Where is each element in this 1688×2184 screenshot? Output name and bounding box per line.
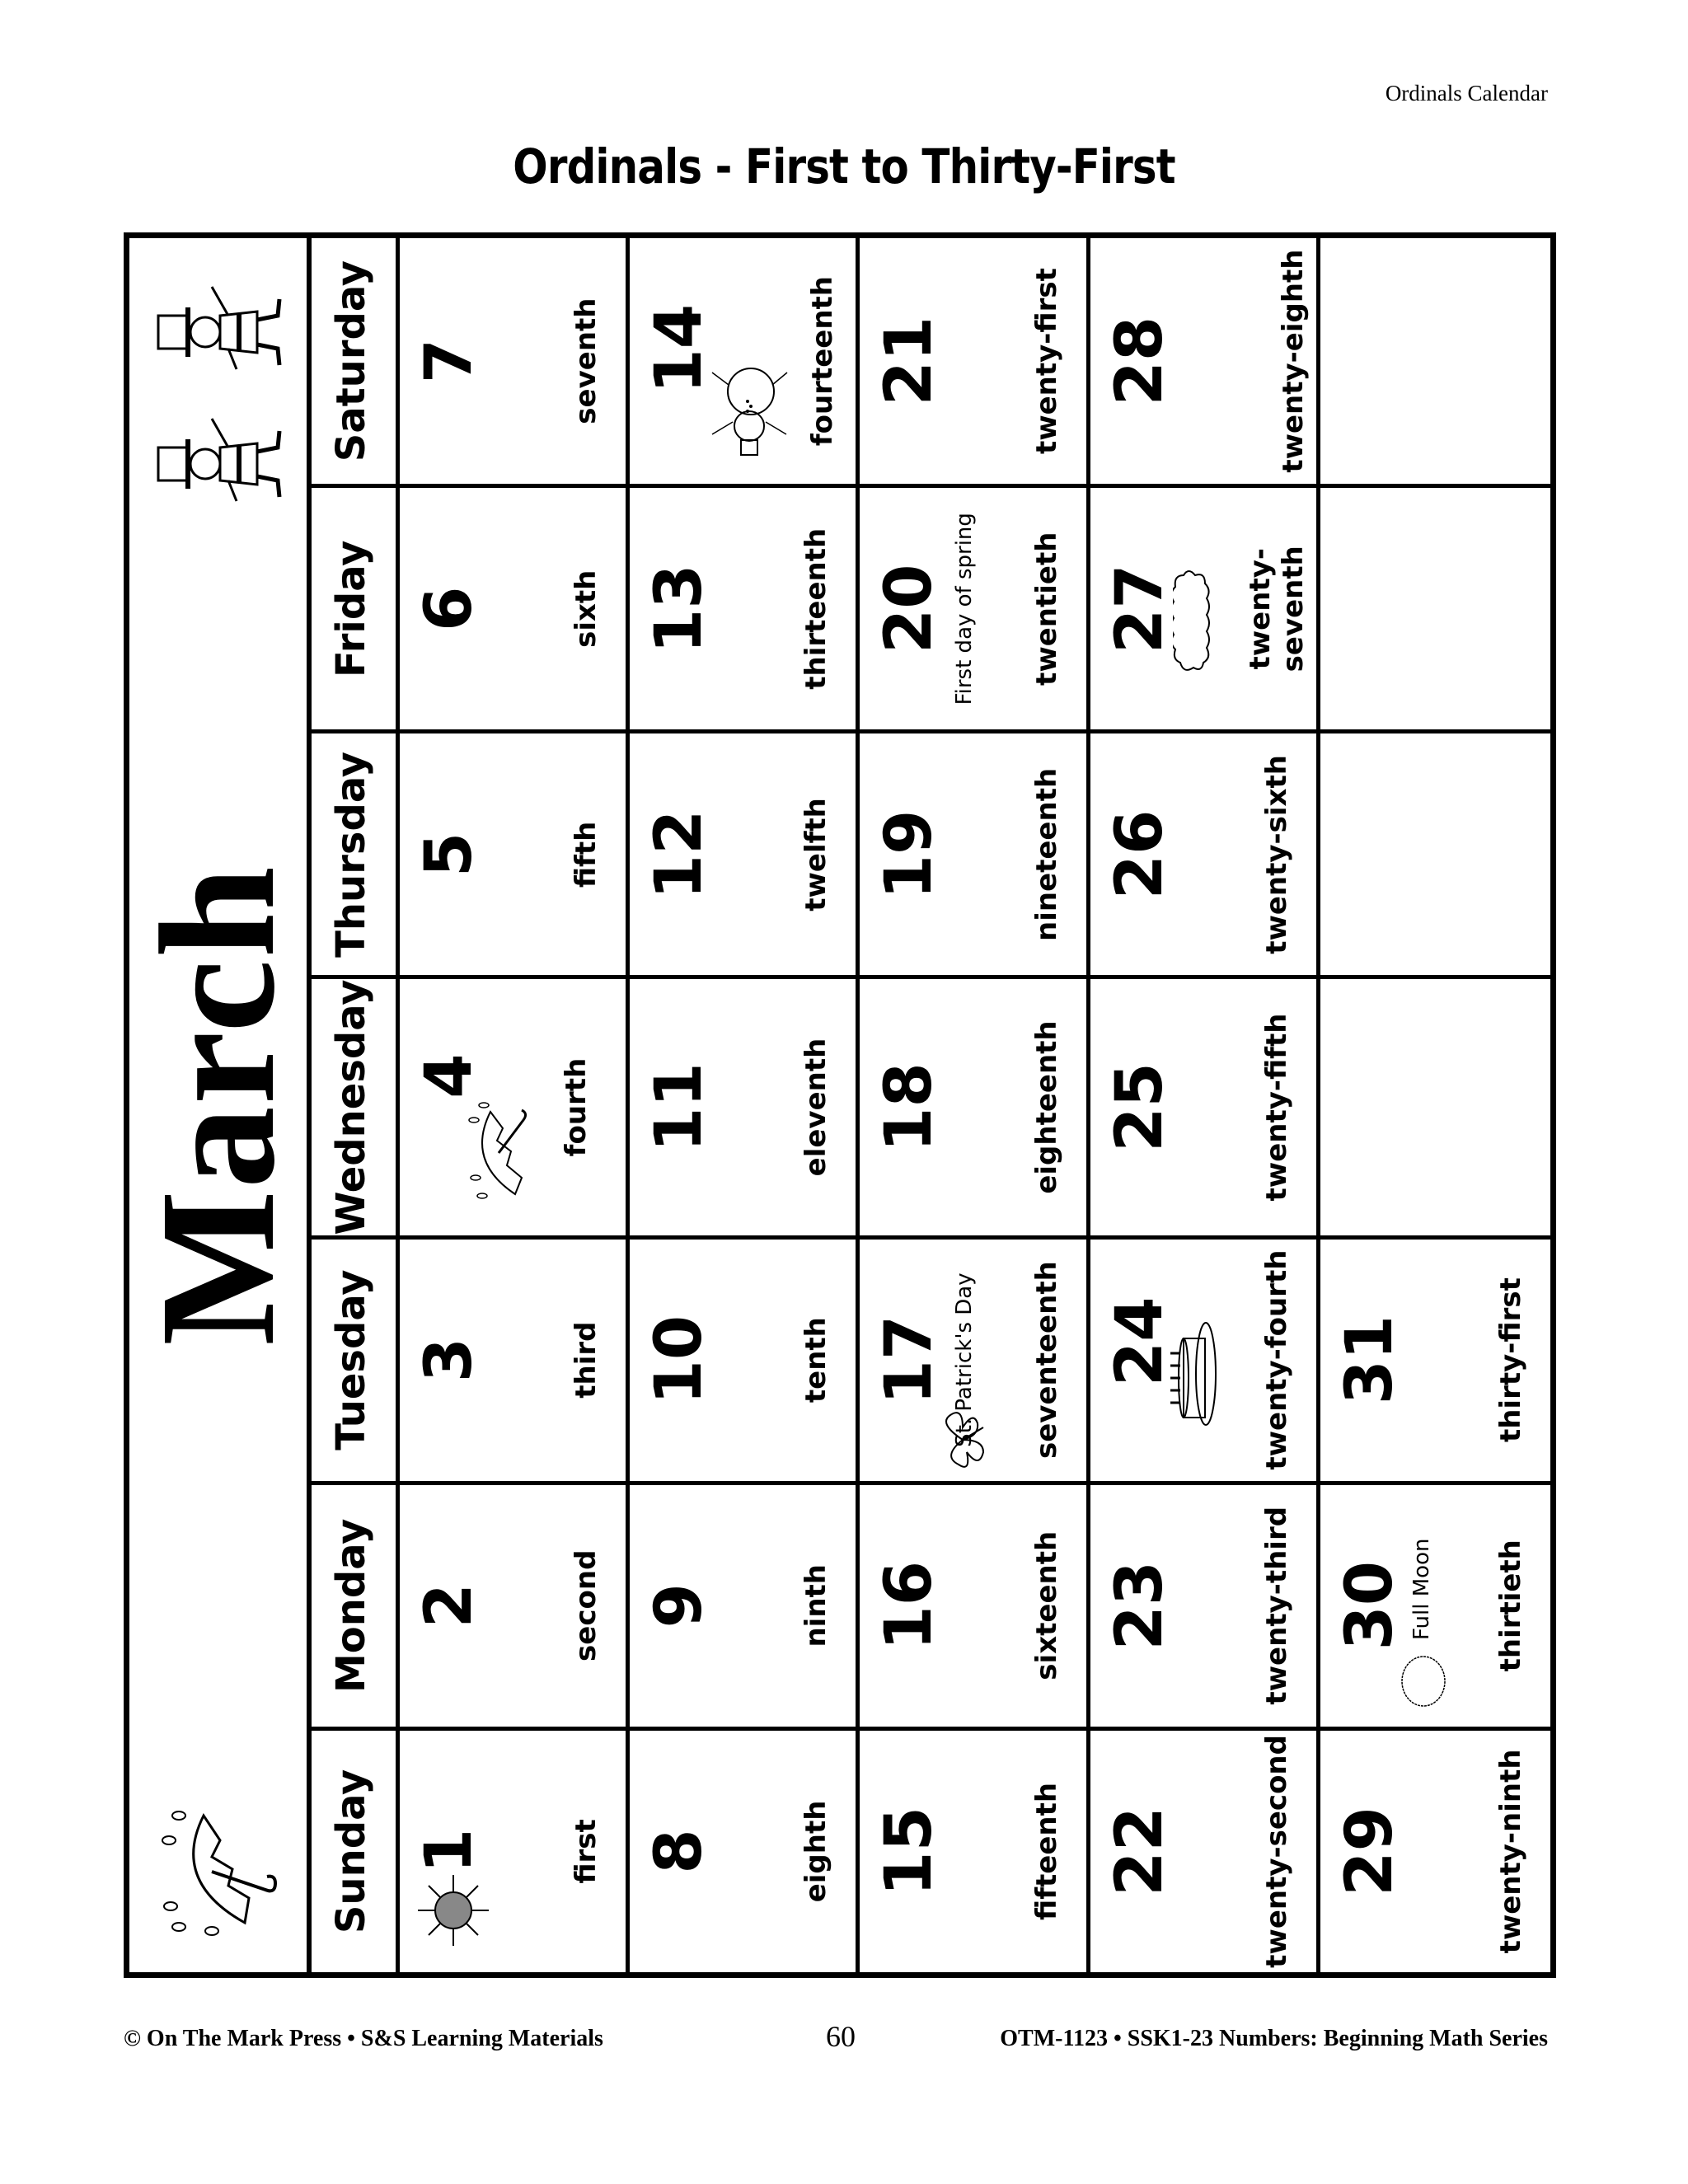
month-band xyxy=(129,238,312,1972)
ordinal-word: fifth xyxy=(570,821,603,888)
day-cell xyxy=(1090,1235,1320,1481)
empty-cell xyxy=(1320,729,1550,975)
day-number: 27 xyxy=(1102,564,1177,654)
day-number: 5 xyxy=(412,832,486,878)
day-number: 8 xyxy=(642,1829,717,1874)
ordinal-word: twenty-fourth xyxy=(1259,1249,1293,1470)
day-cell xyxy=(1090,238,1320,484)
day-cell xyxy=(630,1481,860,1727)
weekday-thursday: Thursday xyxy=(307,729,400,975)
day-cell xyxy=(630,729,860,975)
ordinal-word: fourth xyxy=(560,1057,593,1157)
day-number: 16 xyxy=(872,1560,947,1651)
ordinal-word: ninth xyxy=(799,1564,833,1647)
event-note: First day of spring xyxy=(952,513,978,705)
day-cell xyxy=(860,976,1090,1235)
weekday-tuesday: Tuesday xyxy=(307,1235,400,1481)
ordinal-word: tenth xyxy=(799,1317,833,1404)
ordinal-word: twenty-seventh xyxy=(1243,546,1310,673)
day-number: 20 xyxy=(872,564,947,654)
day-cell xyxy=(630,238,860,484)
calendar-grid xyxy=(307,238,1550,1972)
day-number: 29 xyxy=(1332,1807,1407,1896)
day-number: 2 xyxy=(412,1583,486,1629)
ordinal-word: twelfth xyxy=(799,798,833,912)
day-cell xyxy=(1090,729,1320,975)
ordinal-word: twenty-first xyxy=(1029,268,1063,455)
ordinal-word: thirty-first xyxy=(1494,1277,1527,1443)
day-cell xyxy=(630,484,860,729)
ordinal-word: nineteenth xyxy=(1029,767,1063,941)
ordinal-word: seventeenth xyxy=(1029,1261,1063,1459)
day-cell xyxy=(400,1727,630,1972)
day-number: 30 xyxy=(1332,1560,1407,1651)
sun-icon xyxy=(416,1873,490,1947)
ordinal-word: twentieth xyxy=(1029,532,1063,686)
day-number: 1 xyxy=(412,1828,486,1873)
day-cell xyxy=(1090,1727,1320,1972)
day-number: 19 xyxy=(872,809,947,900)
day-cell xyxy=(860,1727,1090,1972)
day-cell xyxy=(400,238,630,484)
page-title: Ordinals - First to Thirty-First xyxy=(513,138,1175,194)
day-cell xyxy=(860,484,1090,729)
day-number: 11 xyxy=(642,1062,717,1152)
day-number: 10 xyxy=(642,1315,717,1405)
day-number: 4 xyxy=(412,1053,486,1099)
ordinal-word: fifteenth xyxy=(1029,1782,1063,1920)
weekday-friday: Friday xyxy=(307,484,400,729)
day-number: 23 xyxy=(1102,1560,1177,1651)
empty-cell xyxy=(1320,238,1550,484)
cloud-icon xyxy=(1173,552,1210,676)
day-cell xyxy=(630,976,860,1235)
calendar xyxy=(124,232,1556,1978)
empty-cell xyxy=(1320,484,1550,729)
ordinal-word: twenty-eighth xyxy=(1276,249,1310,473)
day-number: 26 xyxy=(1102,809,1177,900)
ordinal-word: fourteenth xyxy=(806,276,840,447)
weekday-monday: Monday xyxy=(307,1481,400,1727)
day-cell xyxy=(630,1235,860,1481)
day-number: 31 xyxy=(1332,1315,1407,1405)
day-cell xyxy=(860,1481,1090,1727)
ordinal-word: twenty-second xyxy=(1259,1735,1293,1968)
day-number: 21 xyxy=(872,316,947,406)
ordinal-word: third xyxy=(570,1321,603,1399)
ordinal-word: second xyxy=(570,1549,603,1661)
calendar-wrapper xyxy=(124,232,1556,1978)
day-number: 7 xyxy=(412,338,486,384)
page-number: 60 xyxy=(826,2020,856,2053)
day-cell xyxy=(400,1481,630,1727)
day-cell xyxy=(1320,1235,1550,1481)
day-number: 28 xyxy=(1102,316,1177,406)
month-name: March xyxy=(127,865,309,1346)
day-cell xyxy=(400,484,630,729)
day-number: 13 xyxy=(642,564,717,654)
day-number: 22 xyxy=(1102,1807,1177,1896)
day-cell xyxy=(1090,484,1320,729)
day-number: 12 xyxy=(642,809,717,900)
day-cell xyxy=(630,1727,860,1972)
birthday-cake-icon xyxy=(1169,1320,1218,1427)
day-number: 25 xyxy=(1102,1062,1177,1152)
day-number: 9 xyxy=(642,1583,717,1629)
ordinal-word: thirtieth xyxy=(1494,1540,1527,1672)
day-number: 18 xyxy=(872,1062,947,1152)
day-number: 6 xyxy=(412,586,486,631)
day-cell xyxy=(1320,1727,1550,1972)
day-cell xyxy=(1090,1481,1320,1727)
day-cell xyxy=(400,1235,630,1481)
event-note: Full Moon xyxy=(1409,1538,1434,1640)
ordinal-word: sixteenth xyxy=(1029,1530,1063,1680)
umbrella-icon xyxy=(466,1095,540,1202)
day-cell xyxy=(400,729,630,975)
day-cell xyxy=(1320,1481,1550,1727)
ordinal-word: twenty-ninth xyxy=(1494,1749,1527,1954)
weekday-wednesday: Wednesday xyxy=(307,976,400,1235)
ordinal-word: eighteenth xyxy=(1029,1020,1063,1194)
day-cell xyxy=(400,976,630,1235)
leprechaun-icon xyxy=(154,398,286,513)
day-number: 24 xyxy=(1102,1296,1177,1387)
day-cell xyxy=(860,729,1090,975)
ordinal-word: twenty-third xyxy=(1259,1506,1293,1705)
day-cell xyxy=(860,238,1090,484)
holiday-note: St. Patrick's Day xyxy=(952,1272,978,1447)
ordinal-word: seventh xyxy=(570,298,603,424)
ordinal-word: eighth xyxy=(799,1800,833,1903)
day-number: 17 xyxy=(872,1315,947,1405)
ordinal-word: twenty-fifth xyxy=(1259,1013,1293,1202)
ordinal-word: sixth xyxy=(570,569,603,648)
day-number: 3 xyxy=(412,1337,486,1383)
footer-series: OTM-1123 • SSK1-23 Numbers: Beginning Math Series xyxy=(1000,2026,1548,2051)
ordinal-word: eleventh xyxy=(799,1038,833,1177)
section-label: Ordinals Calendar xyxy=(1385,81,1548,105)
day-cell xyxy=(1090,976,1320,1235)
leprechaun-icon xyxy=(154,266,286,382)
full-moon-icon xyxy=(1399,1652,1448,1710)
ordinal-word: twenty-sixth xyxy=(1259,755,1293,954)
day-number: 14 xyxy=(642,304,717,394)
empty-cell xyxy=(1320,976,1550,1235)
ordinal-word: thirteenth xyxy=(799,527,833,690)
weekday-sunday: Sunday xyxy=(307,1727,400,1972)
weekday-saturday: Saturday xyxy=(307,238,400,484)
footer-copyright: © On The Mark Press • S&S Learning Materials xyxy=(124,2026,603,2051)
day-number: 15 xyxy=(872,1807,947,1896)
ordinal-word: first xyxy=(570,1819,603,1884)
day-cell xyxy=(860,1235,1090,1481)
snowman-icon xyxy=(708,360,790,459)
